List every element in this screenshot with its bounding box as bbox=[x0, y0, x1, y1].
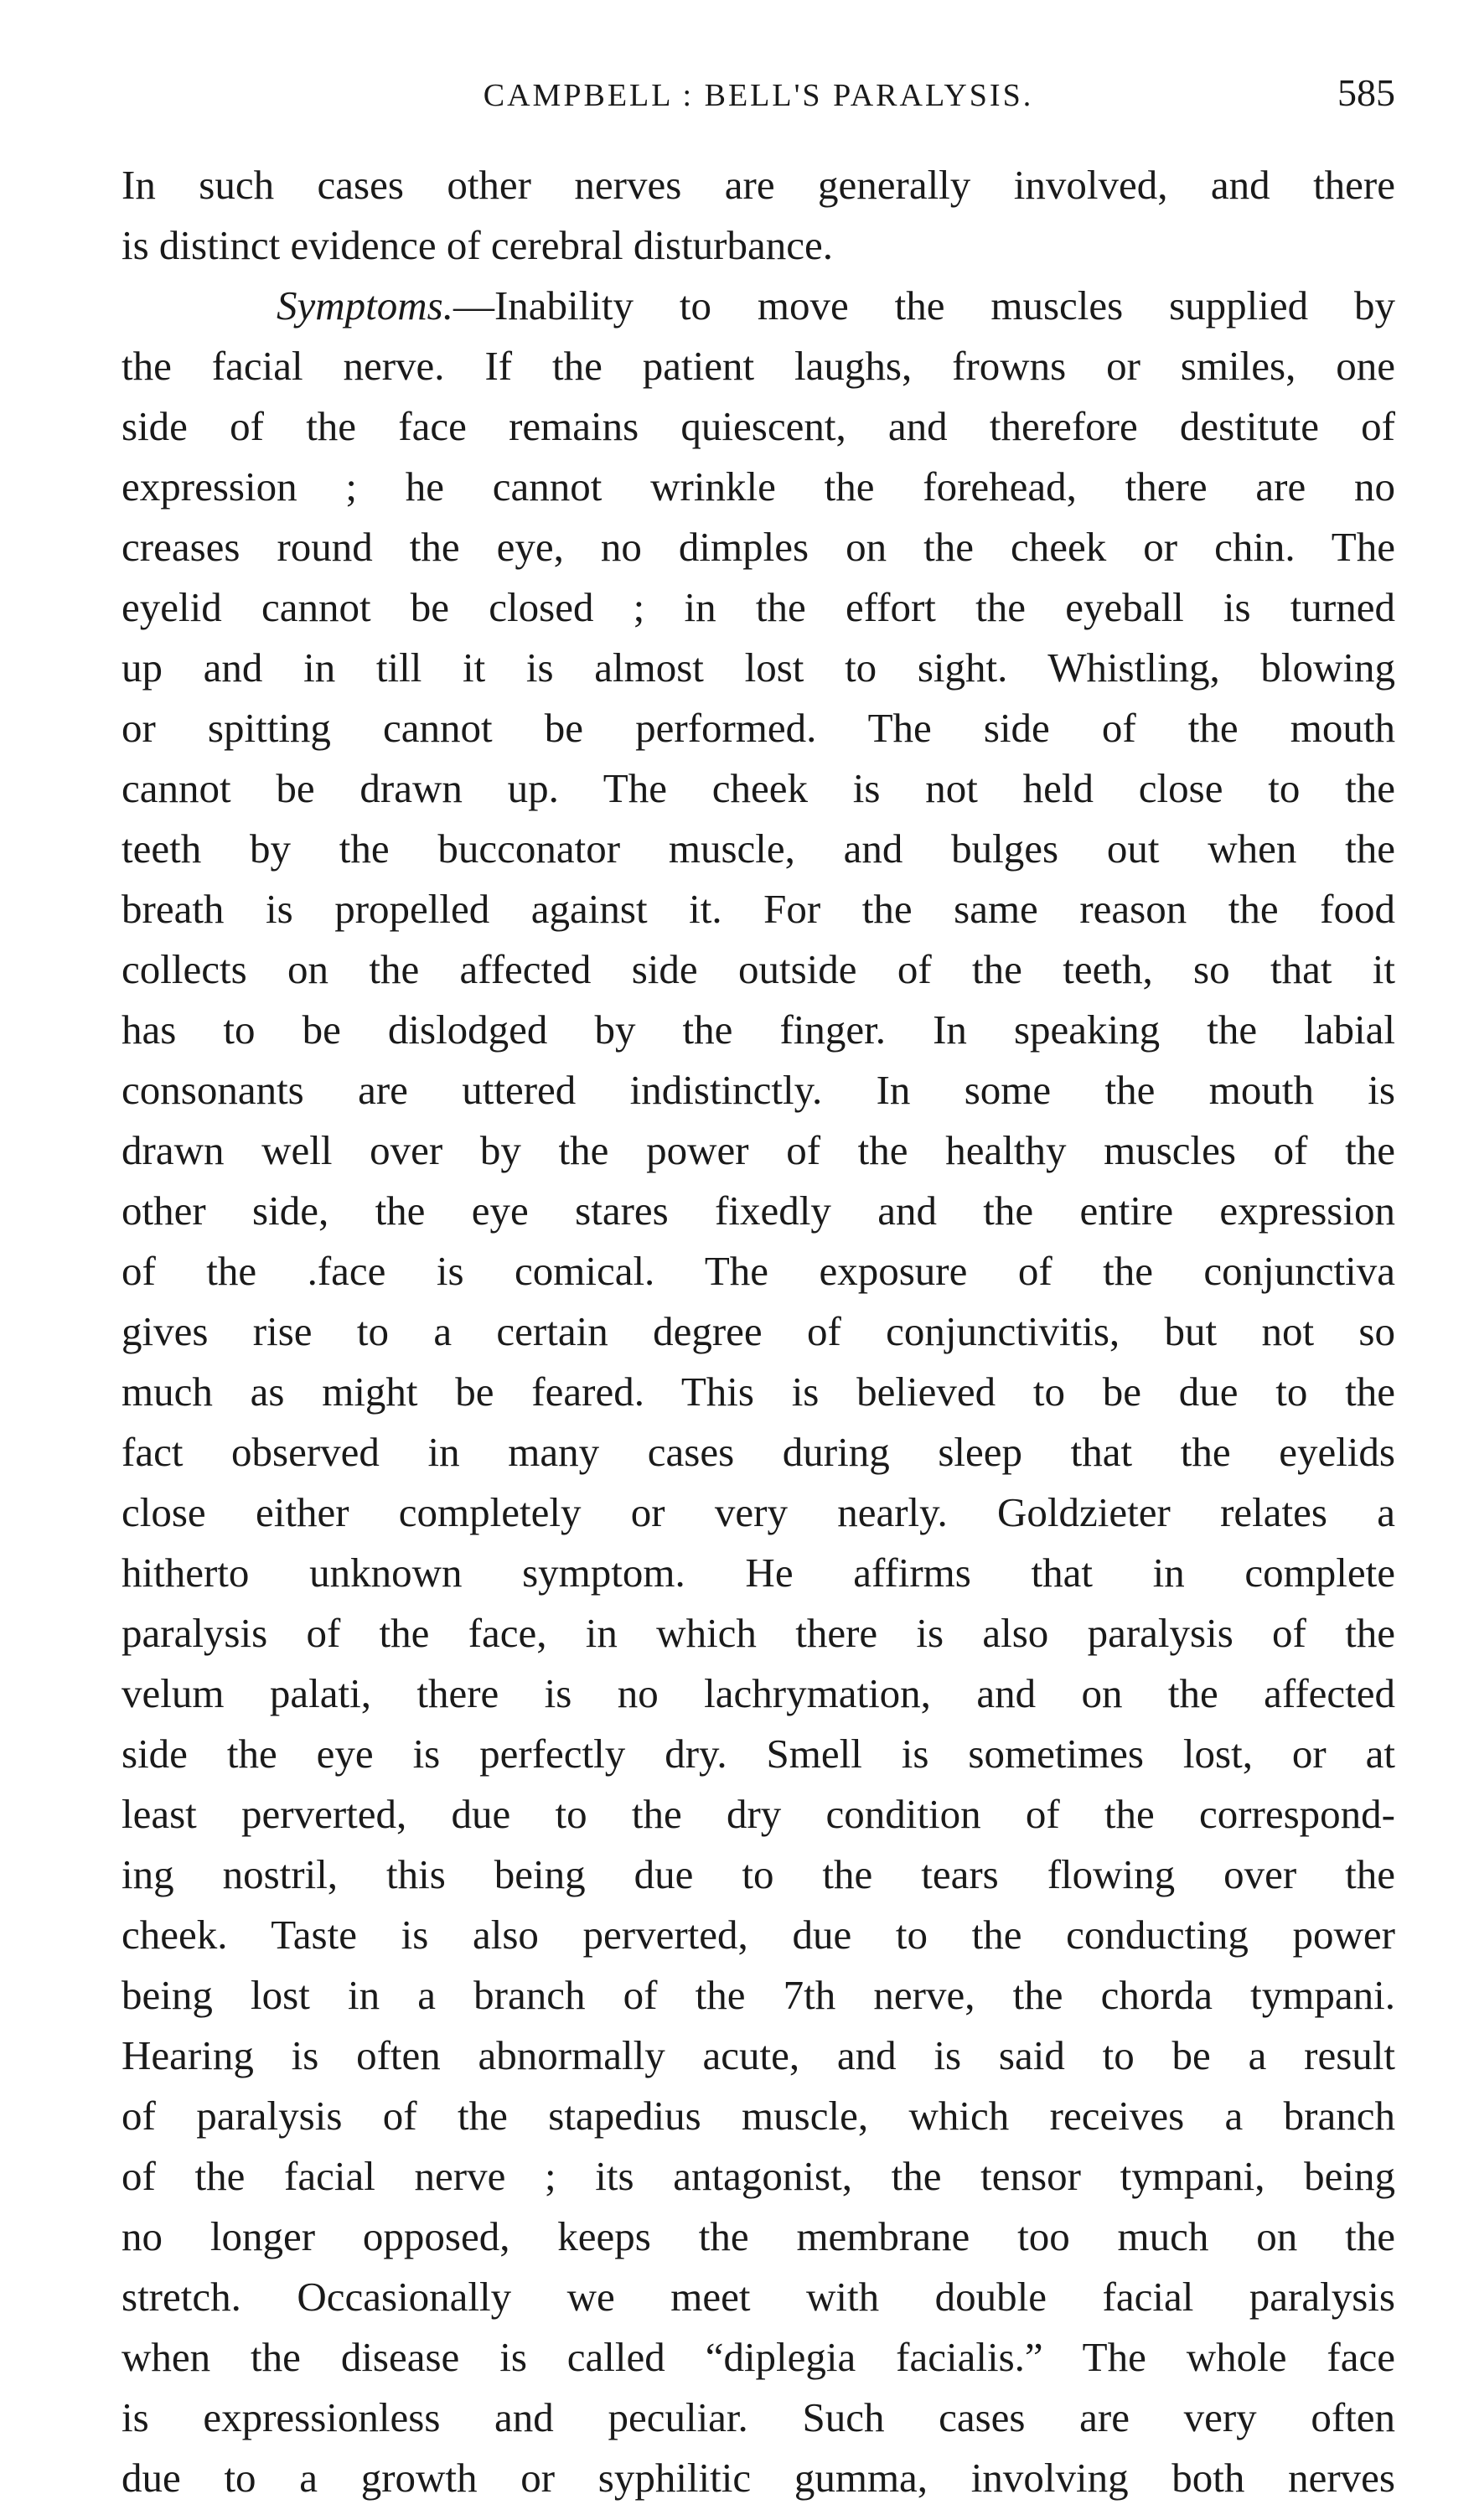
text-line-rest: —Inability to move the muscles supplied by bbox=[453, 282, 1395, 329]
text-line: creases round the eye, no dimples on the cheek or chin. The bbox=[122, 524, 1395, 570]
text-line: is distinct evidence of cerebral disturbance. bbox=[122, 222, 833, 268]
page-number: 585 bbox=[1337, 71, 1395, 114]
text-line: cheek. Taste is also perverted, due to the conducting power bbox=[122, 1912, 1395, 1958]
text-line: collects on the affected side outside of the teeth, so that it bbox=[122, 946, 1395, 992]
text-line: teeth by the bucconator muscle, and bulges out when the bbox=[122, 825, 1395, 872]
text-line: gives rise to a certain degree of conjunctivitis, but not so bbox=[122, 1308, 1395, 1354]
text-line: cannot be drawn up. The cheek is not held close to the bbox=[122, 765, 1395, 811]
text-line: fact observed in many cases during sleep that the eyelids bbox=[122, 1429, 1395, 1475]
running-title: CAMPBELL : BELL'S PARALYSIS. bbox=[483, 78, 1034, 113]
text-line: stretch. Occasionally we meet with double facial paralysis bbox=[122, 2274, 1395, 2320]
text-line: hitherto unknown symptom. He affirms that in complete bbox=[122, 1550, 1395, 1596]
text-line: least perverted, due to the dry condition of the correspond- bbox=[122, 1791, 1395, 1837]
text-line: expression ; he cannot wrinkle the forehead, there are no bbox=[122, 463, 1395, 510]
text-line: consonants are uttered indistinctly. In some the mouth is bbox=[122, 1067, 1395, 1113]
text-line: eyelid cannot be closed ; in the effort the eyeball is turned bbox=[122, 584, 1395, 630]
text-line: due to a growth or syphilitic gumma, involving both nerves bbox=[122, 2455, 1395, 2501]
text-line: of the facial nerve ; its antagonist, the tensor tympani, being bbox=[122, 2153, 1395, 2199]
text-line: paralysis of the face, in which there is also paralysis of the bbox=[122, 1610, 1395, 1656]
text-line: has to be dislodged by the finger. In speaking the labial bbox=[122, 1006, 1395, 1053]
body-text bbox=[122, 155, 1395, 2508]
text-line: or spitting cannot be performed. The side of the mouth bbox=[122, 705, 1395, 751]
text-line: close either completely or very nearly. Goldzieter relates a bbox=[122, 1489, 1395, 1535]
text-line: when the disease is called “diplegia facialis.” The whole face bbox=[122, 2334, 1395, 2380]
text-line: is expressionless and peculiar. Such cases are very often bbox=[122, 2394, 1395, 2440]
text-line: side the eye is perfectly dry. Smell is sometimes lost, or at bbox=[122, 1731, 1395, 1777]
running-head bbox=[122, 67, 1395, 126]
text-line: ing nostril, this being due to the tears flowing over the bbox=[122, 1851, 1395, 1897]
text-line: the facial nerve. If the patient laughs, frowns or smiles, one bbox=[122, 343, 1395, 389]
text-line: up and in till it is almost lost to sight. Whistling, blowing bbox=[122, 644, 1395, 691]
text-line: other side, the eye stares fixedly and the entire expression bbox=[122, 1188, 1395, 1234]
text-line: velum palati, there is no lachrymation, and on the affected bbox=[122, 1670, 1395, 1716]
text-line: side of the face remains quiescent, and therefore destitute of bbox=[122, 403, 1395, 449]
text-line: of the .face is comical. The exposure of the conjunctiva bbox=[122, 1248, 1395, 1294]
text-line-symptoms bbox=[122, 276, 1395, 336]
section-term: Symptoms. bbox=[277, 282, 453, 329]
text-line: much as might be feared. This is believed to be due to the bbox=[122, 1369, 1395, 1415]
text-line: of paralysis of the stapedius muscle, which receives a branch bbox=[122, 2093, 1395, 2139]
text-line: being lost in a branch of the 7th nerve, the chorda tympani. bbox=[122, 1972, 1395, 2018]
text-line: breath is propelled against it. For the same reason the food bbox=[122, 886, 1395, 932]
text-line: In such cases other nerves are generally involved, and there bbox=[122, 162, 1395, 208]
text-line: no longer opposed, keeps the membrane too much on the bbox=[122, 2213, 1395, 2259]
text-line: drawn well over by the power of the healthy muscles of the bbox=[122, 1127, 1395, 1173]
text-line: Hearing is often abnormally acute, and is said to be a result bbox=[122, 2032, 1395, 2078]
